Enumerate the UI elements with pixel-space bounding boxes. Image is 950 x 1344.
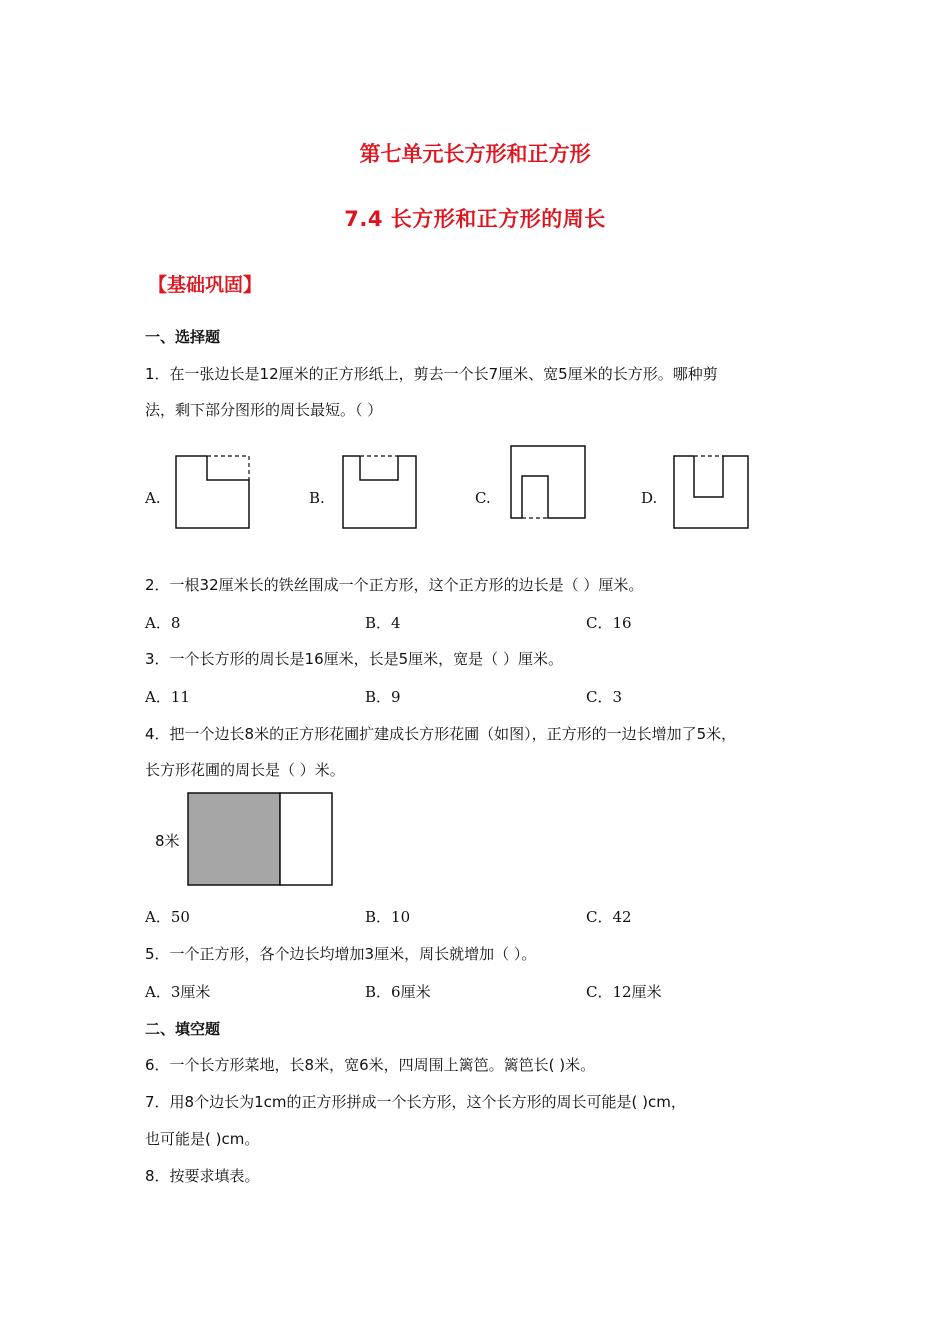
question-7-line-1: 7．用8个边长为1cm的正方形拼成一个长方形，这个长方形的周长可能是( )cm， — [145, 1093, 686, 1111]
figure-d — [668, 450, 758, 535]
question-5-option-c: C．12厘米 — [586, 983, 662, 1001]
question-5-option-b: B．6厘米 — [365, 983, 431, 1001]
question-2-option-a: A．8 — [145, 614, 181, 632]
question-2-option-b: B．4 — [365, 614, 401, 632]
figure-c — [505, 440, 595, 525]
question-4-option-b: B．10 — [365, 908, 411, 926]
question-7-line-2: 也可能是( )cm。 — [145, 1130, 260, 1148]
lesson-subtitle: 7.4 长方形和正方形的周长 — [344, 207, 606, 231]
question-3: 3．一个长方形的周长是16厘米，长是5厘米，宽是（ ）厘米。 — [145, 650, 563, 668]
figure-label-b: B. — [309, 489, 325, 507]
garden-figure — [187, 792, 335, 887]
question-5-option-a: A．3厘米 — [145, 983, 211, 1001]
question-2: 2．一根32厘米长的铁丝围成一个正方形，这个正方形的边长是（ ）厘米。 — [145, 576, 644, 594]
question-4-line-1: 4．把一个边长8米的正方形花圃扩建成长方形花圃（如图），正方形的一边长增加了5米， — [145, 725, 737, 743]
section-heading-choice: 一、选择题 — [145, 328, 221, 346]
question-2-option-c: C．16 — [586, 614, 632, 632]
question-3-option-a: A．11 — [145, 688, 190, 706]
question-8: 8．按要求填表。 — [145, 1167, 260, 1185]
question-4-option-a: A．50 — [145, 908, 190, 926]
question-5: 5．一个正方形，各个边长均增加3厘米，周长就增加（ ）。 — [145, 945, 537, 963]
question-3-option-b: B．9 — [365, 688, 401, 706]
figure-label-a: A. — [145, 489, 161, 507]
question-1-line-1: 1．在一张边长是12厘米的正方形纸上，剪去一个长7厘米、宽5厘米的长方形。哪种剪 — [145, 365, 718, 383]
section-heading-fill: 二、填空题 — [145, 1020, 221, 1038]
question-4-option-c: C．42 — [586, 908, 632, 926]
question-1-line-2: 法，剩下部分图形的周长最短。（ ） — [145, 401, 383, 419]
section-badge: 【基础巩固】 — [148, 274, 263, 296]
question-3-option-c: C．3 — [586, 688, 623, 706]
figure-label-d: D. — [641, 489, 658, 507]
figure-label-c: C. — [475, 489, 491, 507]
question-4-line-2: 长方形花圃的周长是（ ）米。 — [145, 761, 345, 779]
figure-side-label: 8米 — [155, 832, 180, 850]
question-6: 6．一个长方形菜地，长8米，宽6米，四周围上篱笆。篱笆长( )米。 — [145, 1056, 596, 1074]
page-title: 第七单元长方形和正方形 — [359, 142, 591, 166]
figure-b — [337, 450, 427, 535]
figure-a — [170, 450, 260, 535]
